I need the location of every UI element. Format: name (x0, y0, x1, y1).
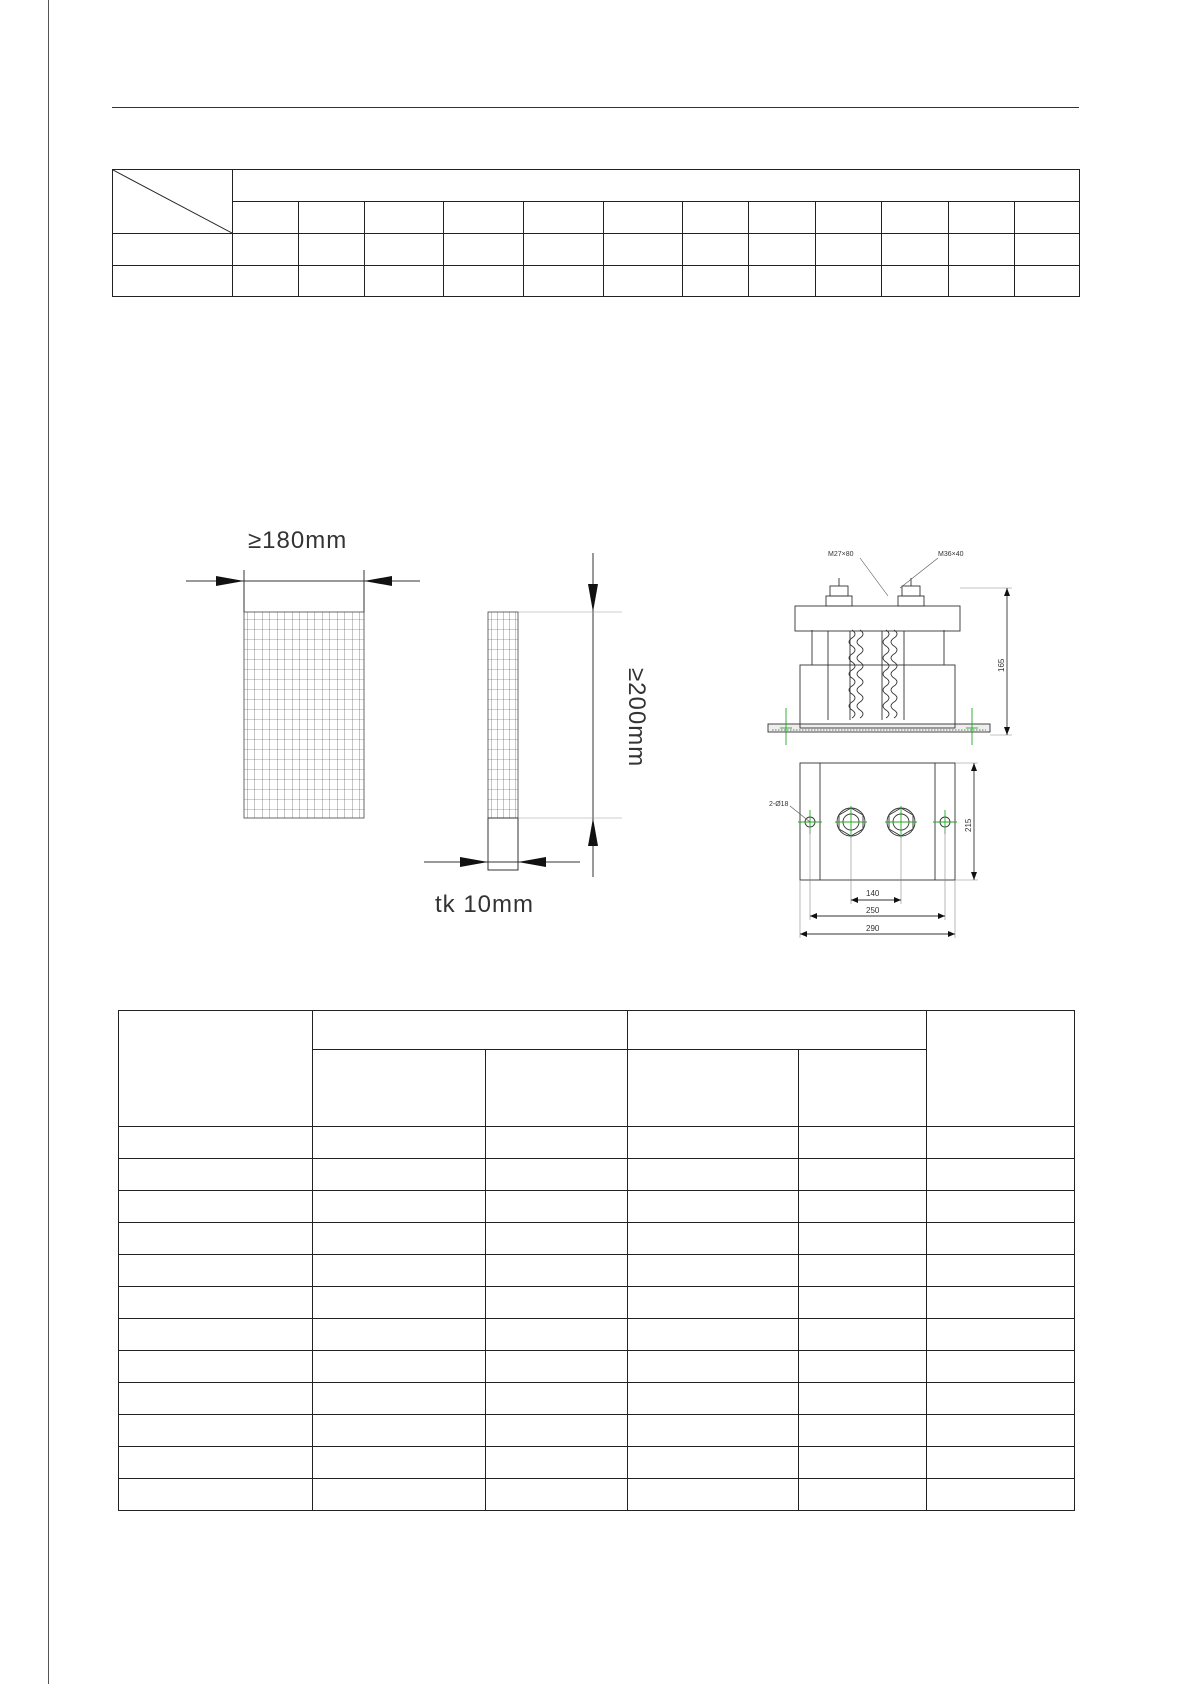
support-plan-view (790, 763, 978, 938)
table-row (113, 266, 1080, 297)
header-rule (112, 107, 1079, 108)
table-cell (683, 202, 749, 234)
hole-label: 2-Ø18 (769, 801, 789, 808)
header-cell (119, 1011, 313, 1127)
header-cell (313, 1050, 486, 1127)
table-row (119, 1479, 1075, 1511)
thickness-dimension (424, 857, 580, 918)
support-elevation-view (768, 558, 1012, 745)
spacing-290-label: 290 (866, 924, 880, 933)
table-row (119, 1383, 1075, 1415)
header-cell (486, 1050, 628, 1127)
table-cell (1015, 202, 1080, 234)
table-row (119, 1351, 1075, 1383)
header-cell (927, 1011, 1075, 1127)
mesh-front-view (244, 612, 364, 818)
header-group-cell (313, 1011, 628, 1050)
table-row (113, 234, 1080, 266)
table-cell (749, 202, 816, 234)
table-cell (444, 202, 524, 234)
thickness-label: tk 10mm (435, 891, 535, 918)
table-cell (299, 202, 365, 234)
bottom-table (118, 1010, 1075, 1511)
table-row (119, 1415, 1075, 1447)
group-header-cell (233, 170, 1080, 202)
table-cell (524, 202, 604, 234)
header-group-cell (628, 1011, 927, 1050)
page-margin-line (48, 0, 49, 1684)
table-cell (365, 202, 444, 234)
mesh-side-view (488, 612, 518, 870)
header-cell (628, 1050, 799, 1127)
table-row (119, 1127, 1075, 1159)
table-cell (233, 202, 299, 234)
table-row (119, 1159, 1075, 1191)
width-dimension (186, 527, 420, 612)
depth-215-label: 215 (964, 818, 973, 832)
table-cell (604, 202, 683, 234)
table-cell (949, 202, 1015, 234)
spacing-140-label: 140 (866, 889, 880, 898)
header-cell (799, 1050, 927, 1127)
table-row (119, 1447, 1075, 1479)
top-table (112, 169, 1080, 297)
table-row (119, 1191, 1075, 1223)
spacing-250-label: 250 (866, 906, 880, 915)
table-row (119, 1223, 1075, 1255)
width-label: ≥180mm (248, 527, 348, 554)
table-row (119, 1287, 1075, 1319)
bolt-left-label: M27×80 (828, 551, 854, 558)
table-row (119, 1255, 1075, 1287)
table-cell (816, 202, 882, 234)
table-row (119, 1319, 1075, 1351)
height-dimension (518, 553, 650, 877)
corner-diagonal-cell (113, 170, 233, 234)
table-cell (882, 202, 949, 234)
height-label: ≥200mm (623, 668, 650, 768)
height-165-label: 165 (997, 658, 1006, 672)
bolt-right-label: M36×40 (938, 551, 964, 558)
